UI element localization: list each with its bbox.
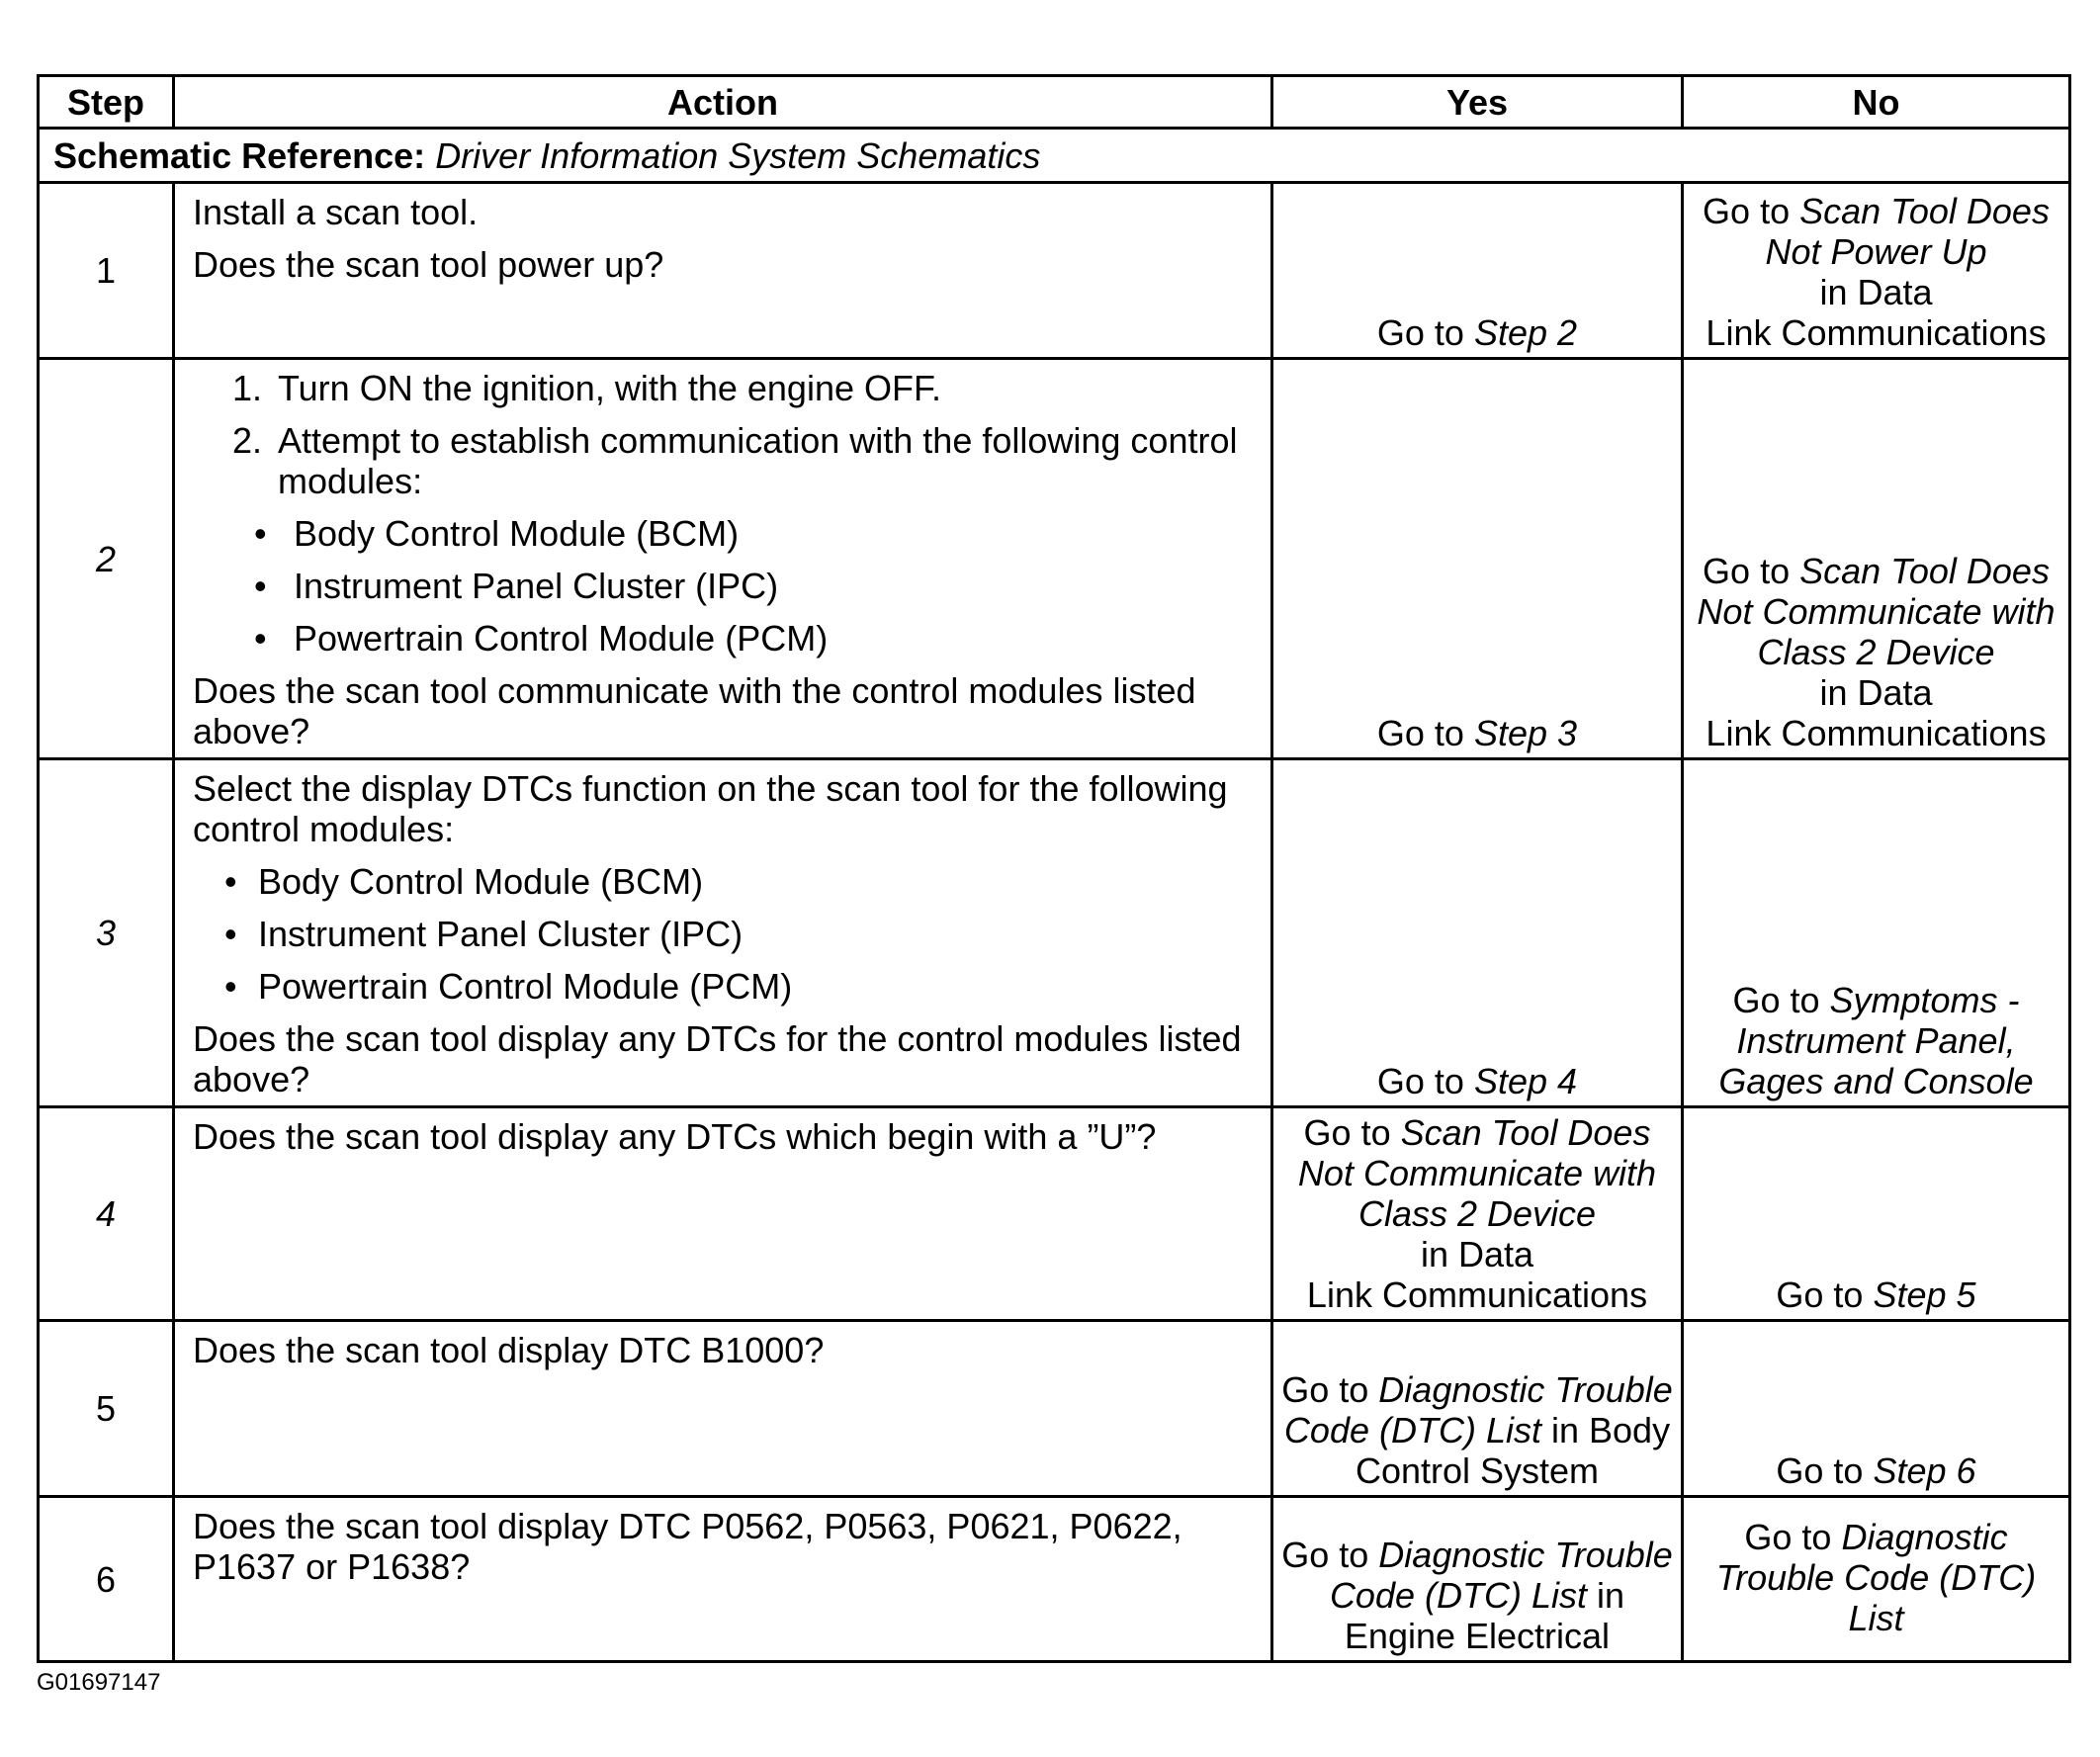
- no-cell: [1683, 1497, 2070, 1662]
- no-reference: Scan Tool Does Not Communicate with Class 2 Device: [1697, 551, 2056, 672]
- yes-cell: [1272, 359, 1683, 759]
- document-id: G01697147: [37, 1669, 161, 1696]
- yes-reference: Diagnostic Trouble Code (DTC) List: [1283, 1369, 1673, 1450]
- yes-prefix: Go to: [1303, 1112, 1391, 1153]
- table-row: [39, 759, 2070, 1107]
- bullet-list: [193, 861, 1257, 1007]
- no-cell: [1683, 359, 2070, 759]
- yes-suffix: in Data: [1420, 1234, 1534, 1274]
- no-prefix: Go to: [1732, 980, 1820, 1020]
- no-suffix: in Data: [1819, 272, 1933, 312]
- yes-reference: Step 2: [1473, 312, 1578, 353]
- numbered-list: [193, 368, 1257, 659]
- action-question: Does the scan tool display DTC P0562, P0563, P0621, P0622, P1637 or P1638?: [193, 1506, 1182, 1587]
- action-question: Does the scan tool communicate with the control modules listed above?: [193, 670, 1196, 751]
- bullet-item: • Powertrain Control Module (PCM): [258, 966, 1257, 1007]
- no-prefix: Go to: [1744, 1516, 1832, 1557]
- yes-link: [1281, 312, 1673, 353]
- no-reference: Symptoms - Instrument Panel, Gages and Console: [1718, 980, 2034, 1101]
- action-instruction: Install a scan tool.: [193, 192, 479, 232]
- yes-cell: [1272, 183, 1683, 359]
- action-cell: [174, 1497, 1272, 1662]
- schematic-reference: [39, 129, 2070, 183]
- diagnostic-table: [37, 74, 2071, 1663]
- no-link: [1692, 1274, 2060, 1315]
- yes-prefix: Go to: [1376, 713, 1464, 753]
- no-suffix: Link Communications: [1706, 312, 2047, 353]
- yes-reference: Diagnostic Trouble Code (DTC) List: [1329, 1535, 1673, 1616]
- header-no: No: [1683, 76, 2070, 129]
- no-link: [1692, 551, 2060, 672]
- yes-reference: Scan Tool Does Not Communicate with Class 2 Device: [1297, 1112, 1657, 1234]
- no-reference: Step 5: [1873, 1274, 1976, 1315]
- no-prefix: Go to: [1703, 551, 1791, 591]
- no-reference: Step 6: [1873, 1450, 1976, 1491]
- action-cell: [174, 183, 1272, 359]
- yes-reference: Step 4: [1473, 1061, 1578, 1101]
- action-cell: [174, 759, 1272, 1107]
- yes-cell: [1272, 1321, 1683, 1497]
- yes-suffix: in Body: [1551, 1410, 1671, 1450]
- bullet-item: • Powertrain Control Module (PCM): [288, 618, 1257, 659]
- no-suffix: in Data: [1819, 672, 1933, 713]
- table-row: [39, 359, 2070, 759]
- no-suffix: Link Communications: [1706, 713, 2047, 753]
- no-link: [1692, 1517, 2060, 1638]
- no-reference: Diagnostic Trouble Code (DTC) List: [1715, 1516, 2037, 1638]
- header-step: Step: [39, 76, 174, 129]
- step-number: 2: [39, 359, 174, 759]
- step-number: 5: [39, 1321, 174, 1497]
- table-row: [39, 183, 2070, 359]
- no-prefix: Go to: [1703, 191, 1791, 231]
- yes-suffix: in: [1597, 1575, 1625, 1616]
- bullet-list: [278, 513, 1257, 659]
- no-cell: [1683, 1321, 2070, 1497]
- action-cell: [174, 1321, 1272, 1497]
- step-number: 3: [39, 759, 174, 1107]
- no-prefix: Go to: [1776, 1274, 1864, 1315]
- yes-cell: [1272, 759, 1683, 1107]
- no-reference: Scan Tool Does Not Power Up: [1765, 191, 2050, 272]
- list-item-text: Attempt to establish communication with the following control modules:: [278, 420, 1238, 501]
- yes-cell: [1272, 1107, 1683, 1321]
- no-cell: [1683, 183, 2070, 359]
- bullet-item: • Instrument Panel Cluster (IPC): [258, 914, 1257, 954]
- action-question: Does the scan tool display DTC B1000?: [193, 1330, 825, 1370]
- yes-cell: [1272, 1497, 1683, 1662]
- yes-suffix: Control System: [1355, 1450, 1600, 1491]
- yes-link: [1281, 1112, 1673, 1234]
- schematic-reference-label: Schematic Reference:: [53, 134, 426, 176]
- yes-link: [1281, 1369, 1673, 1450]
- yes-prefix: Go to: [1376, 312, 1464, 353]
- yes-link: [1281, 713, 1673, 753]
- step-number: 4: [39, 1107, 174, 1321]
- schematic-reference-row: [39, 129, 2070, 183]
- step-number: 6: [39, 1497, 174, 1662]
- no-cell: [1683, 1107, 2070, 1321]
- list-item: [272, 420, 1257, 659]
- bullet-item: • Instrument Panel Cluster (IPC): [288, 566, 1257, 606]
- yes-link: [1281, 1535, 1673, 1616]
- yes-prefix: Go to: [1376, 1061, 1464, 1101]
- yes-prefix: Go to: [1281, 1535, 1369, 1575]
- no-link: [1692, 980, 2060, 1101]
- yes-reference: Step 3: [1473, 713, 1578, 753]
- yes-link: [1281, 1061, 1673, 1101]
- action-question: Does the scan tool power up?: [193, 244, 664, 285]
- step-number: 1: [39, 183, 174, 359]
- action-question: Does the scan tool display any DTCs for the control modules listed above?: [193, 1018, 1242, 1099]
- table-row: [39, 1321, 2070, 1497]
- list-item: 1. Turn ON the ignition, with the engine OFF.: [272, 368, 1257, 408]
- no-prefix: Go to: [1776, 1450, 1864, 1491]
- no-cell: [1683, 759, 2070, 1107]
- bullet-item: • Body Control Module (BCM): [258, 861, 1257, 902]
- yes-prefix: Go to: [1281, 1369, 1369, 1410]
- action-question: Does the scan tool display any DTCs which begin with a ”U”?: [193, 1116, 1157, 1157]
- schematic-reference-value: Driver Information System Schematics: [435, 134, 1041, 176]
- header-row: [39, 76, 2070, 129]
- yes-suffix: Link Communications: [1306, 1274, 1648, 1315]
- action-cell: [174, 1107, 1272, 1321]
- yes-suffix: Engine Electrical: [1344, 1616, 1611, 1656]
- action-cell: [174, 359, 1272, 759]
- no-link: [1692, 1450, 2060, 1491]
- no-link: [1692, 191, 2060, 272]
- header-action: Action: [174, 76, 1272, 129]
- table-row: [39, 1497, 2070, 1662]
- header-yes: Yes: [1272, 76, 1683, 129]
- table-row: [39, 1107, 2070, 1321]
- action-instruction: Select the display DTCs function on the scan tool for the following control modules:: [193, 768, 1228, 849]
- bullet-item: • Body Control Module (BCM): [288, 513, 1257, 554]
